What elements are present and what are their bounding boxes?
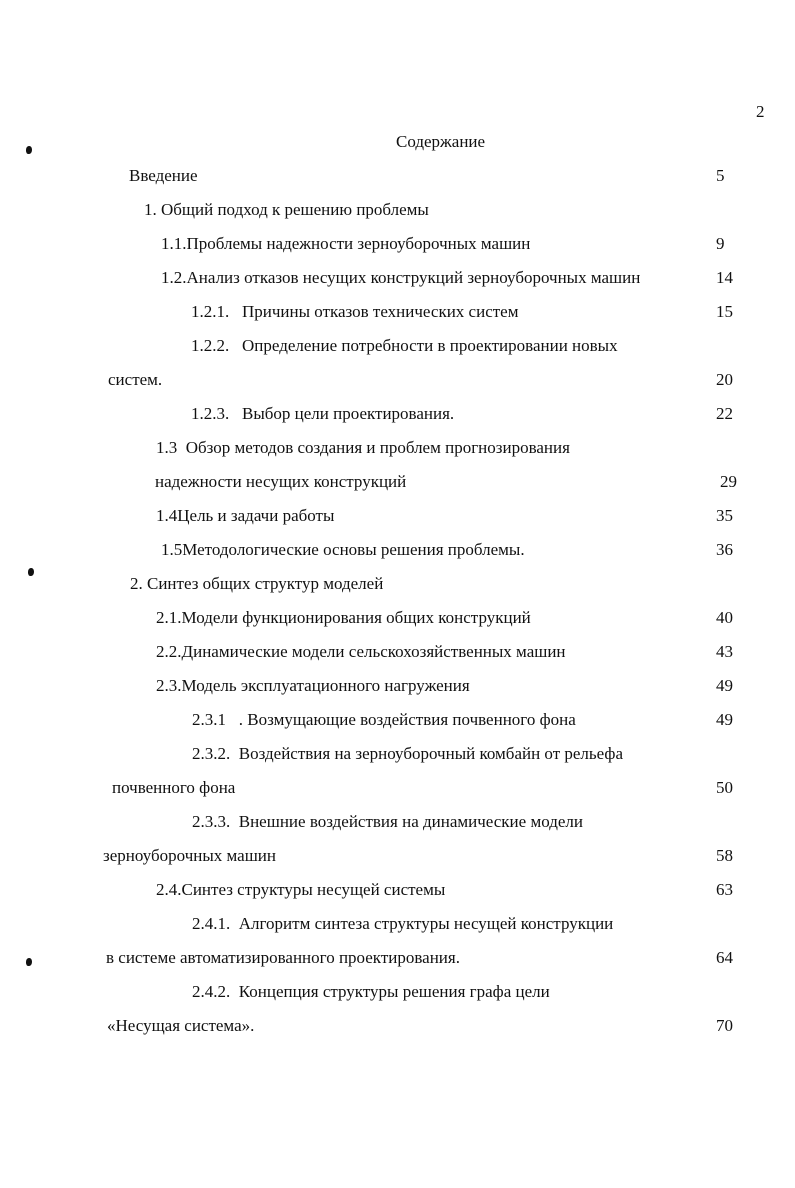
- toc-title: Содержание: [396, 132, 486, 151]
- toc-entry-page: 14: [716, 268, 733, 287]
- toc-entry-page: 35: [716, 506, 733, 525]
- toc-entry-page: 43: [716, 642, 733, 661]
- toc-entry-text: почвенного фона: [112, 778, 236, 797]
- toc-entry-text: 1.2.3. Выбор цели проектирования.: [191, 404, 455, 423]
- toc-entry-text: 1.2.2. Определение потребности в проектировании новых: [191, 336, 618, 355]
- toc-entry-text: 2.3.Модель эксплуатационного нагружения: [156, 676, 470, 695]
- toc-entry-page: 29: [720, 472, 737, 491]
- toc-entry-text: 2.4.1. Алгоритм синтеза структуры несущей конструкции: [192, 914, 614, 933]
- toc-entry-text: 2.3.2. Воздействия на зерноуборочный комбайн от рельефа: [192, 744, 623, 763]
- toc-entry-text: 2.2.Динамические модели сельскохозяйственных машин: [156, 642, 566, 661]
- toc-entry-text: в системе автоматизированного проектирования.: [106, 948, 460, 967]
- toc-entry-page: 70: [716, 1016, 733, 1035]
- toc-entry-page: 64: [716, 948, 733, 967]
- toc-entry-text: надежности несущих конструкций: [155, 472, 407, 491]
- toc-entry-text: 1.4Цель и задачи работы: [156, 506, 335, 525]
- page-number: 2: [756, 102, 765, 121]
- toc-entry-text: 2.1.Модели функционирования общих конструкций: [156, 608, 531, 627]
- toc-entry-text: 2.3.3. Внешние воздействия на динамические модели: [192, 812, 583, 831]
- toc-entry-page: 49: [716, 710, 733, 729]
- toc-entry-text: зерноуборочных машин: [103, 846, 276, 865]
- toc-entry-text: Введение: [129, 166, 198, 185]
- toc-entry-text: «Несущая система».: [107, 1016, 255, 1035]
- toc-entry-text: 1.2.1. Причины отказов технических систем: [191, 302, 519, 321]
- toc-entry-page: 36: [716, 540, 733, 559]
- toc-entry-text: 2. Синтез общих структур моделей: [130, 574, 384, 593]
- toc-entry-page: 20: [716, 370, 733, 389]
- toc-entry-page: 15: [716, 302, 733, 321]
- toc-entry-text: 2.4.Синтез структуры несущей системы: [156, 880, 446, 899]
- binding-hole-mark: [28, 568, 34, 576]
- toc-entry-page: 22: [716, 404, 733, 423]
- binding-hole-mark: [26, 958, 32, 966]
- toc-entry-text: систем.: [108, 370, 163, 389]
- toc-entry-text: 1.5Методологические основы решения проблемы.: [161, 540, 525, 559]
- toc-entry-text: 1. Общий подход к решению проблемы: [144, 200, 429, 219]
- toc-entry-page: 40: [716, 608, 733, 627]
- toc-entry-page: 5: [716, 166, 725, 185]
- toc-entry-page: 50: [716, 778, 733, 797]
- toc-entry-text: 1.2.Анализ отказов несущих конструкций зерноуборочных машин: [161, 268, 641, 287]
- binding-hole-mark: [26, 146, 32, 154]
- toc-entry-page: 63: [716, 880, 733, 899]
- toc-entry-text: 2.3.1 . Возмущающие воздействия почвенного фона: [192, 710, 576, 729]
- toc-entry-text: 2.4.2. Концепция структуры решения графа цели: [192, 982, 550, 1001]
- toc-entry-page: 49: [716, 676, 733, 695]
- toc-entry-text: 1.1.Проблемы надежности зерноуборочных машин: [161, 234, 531, 253]
- toc-entry-page: 9: [716, 234, 725, 253]
- toc-entry-text: 1.3 Обзор методов создания и проблем прогнозирования: [156, 438, 570, 457]
- toc-entry-page: 58: [716, 846, 733, 865]
